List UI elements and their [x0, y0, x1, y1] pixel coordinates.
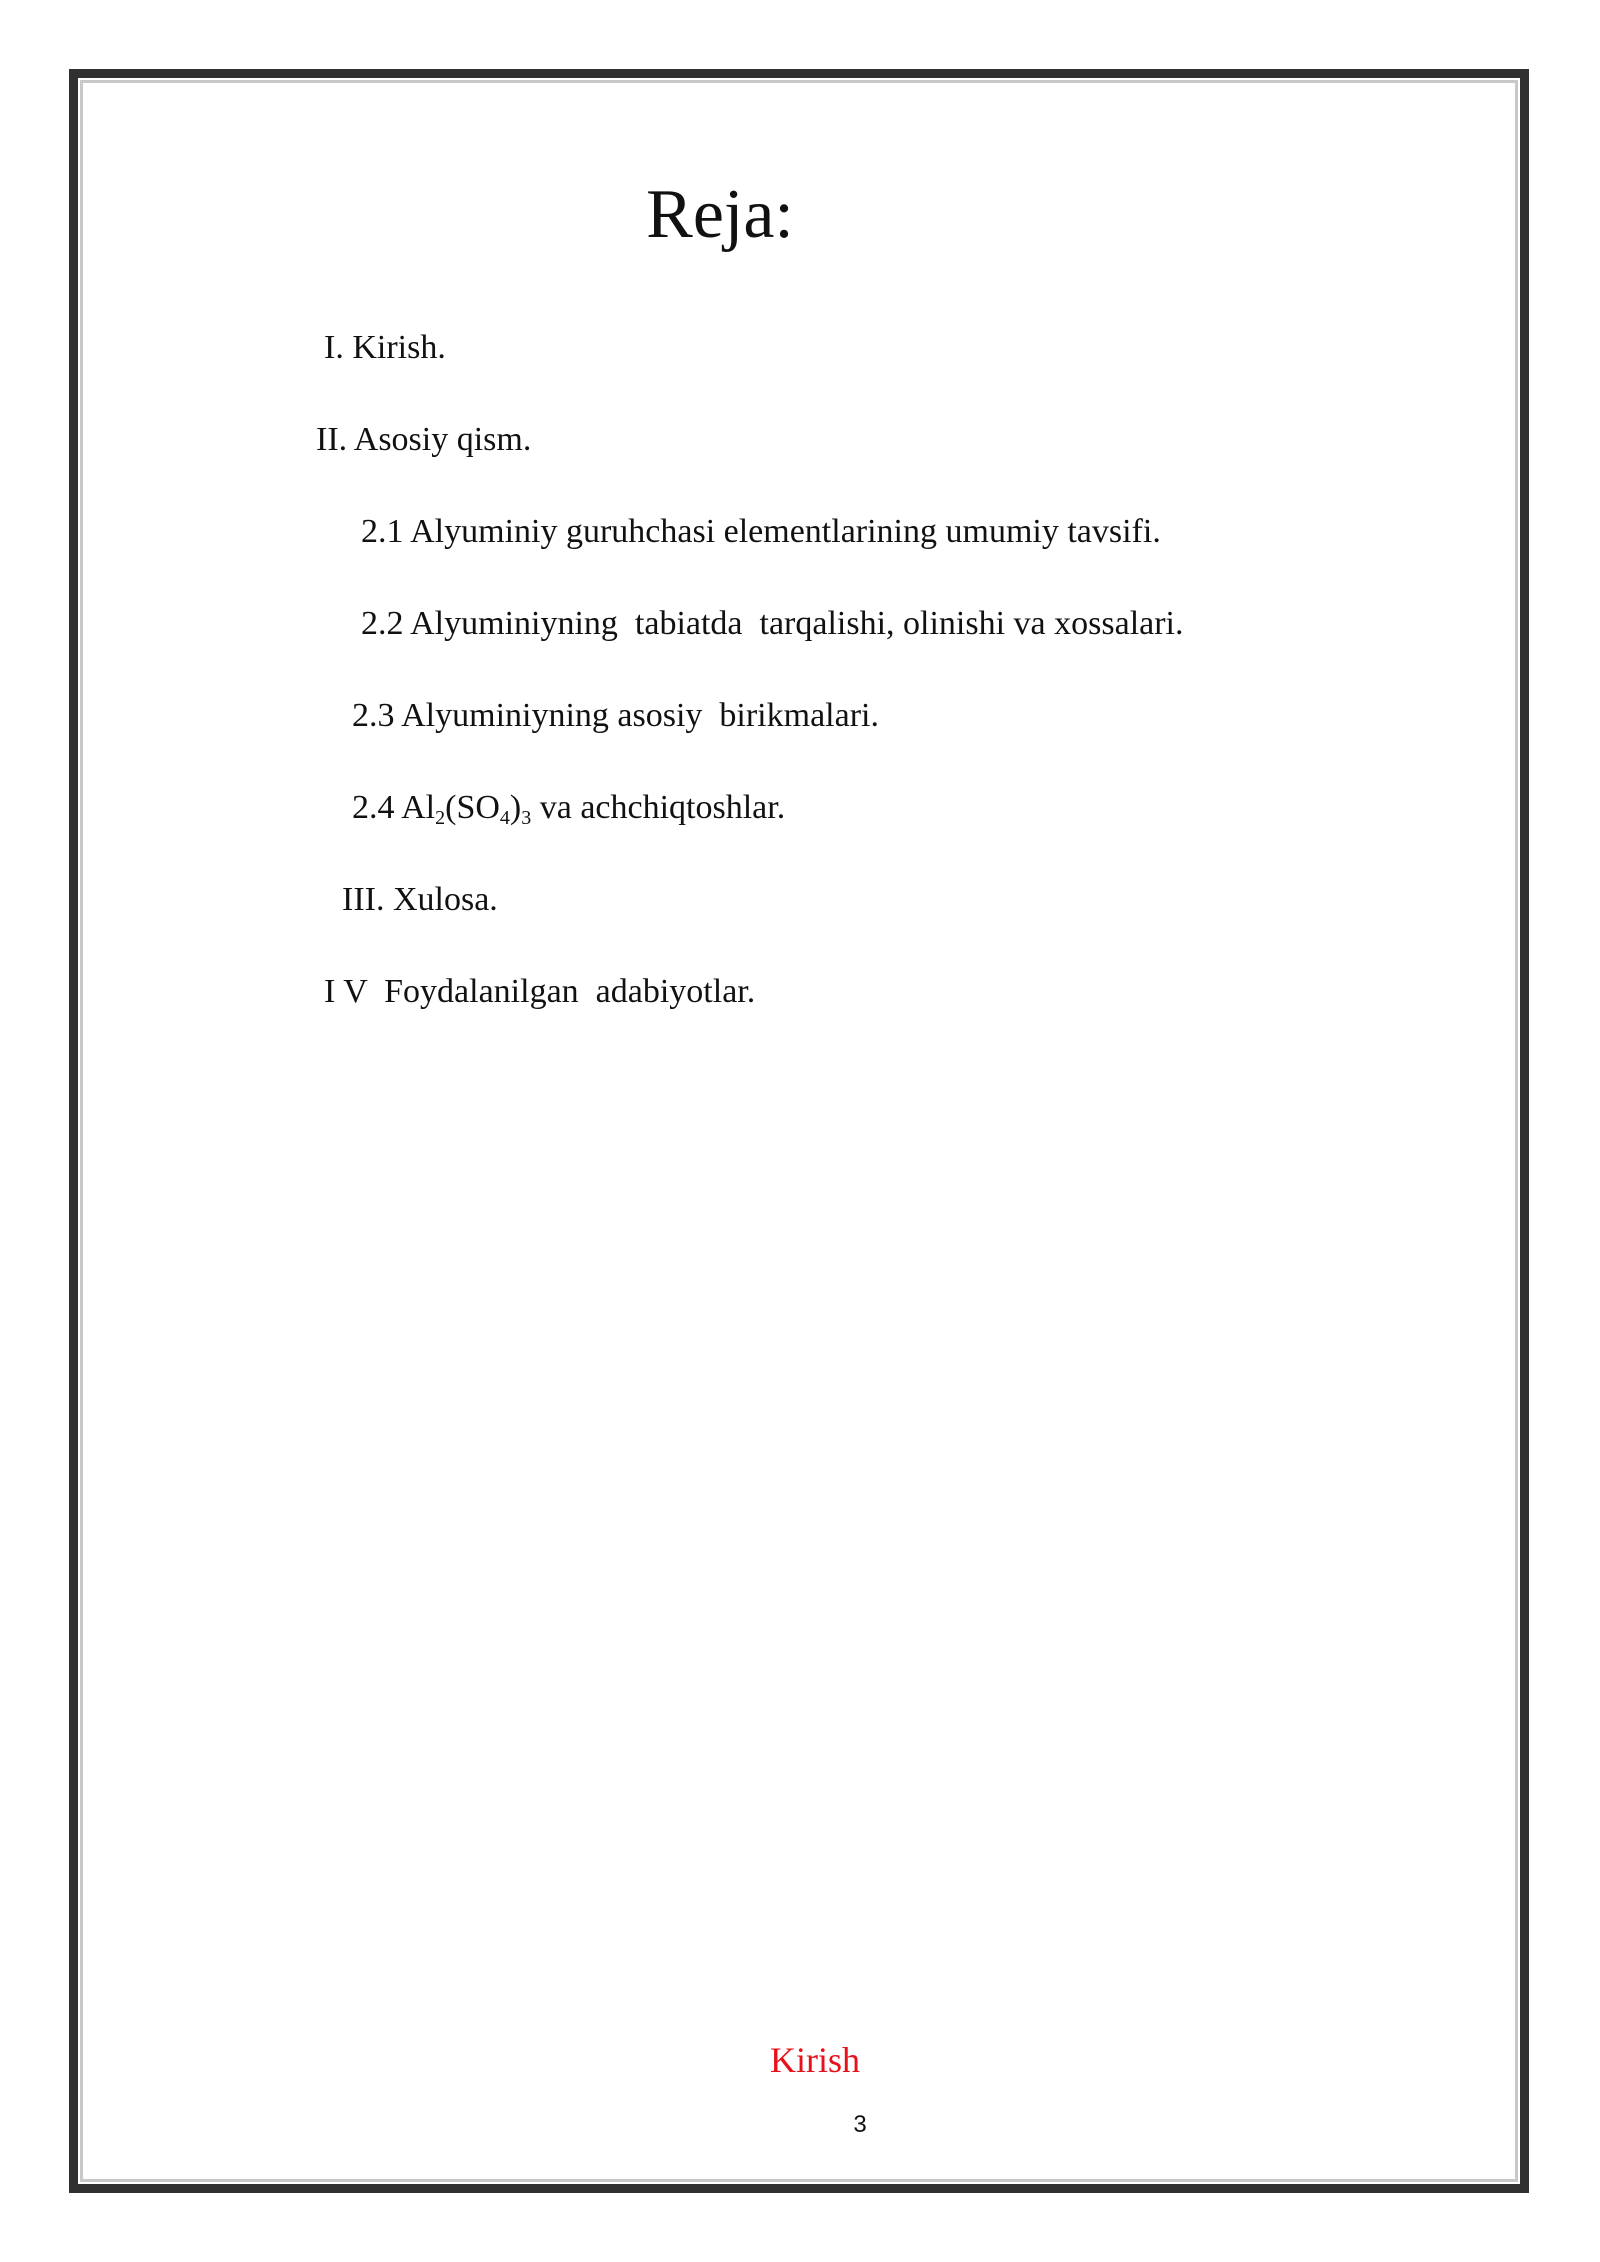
page-title: Reja: [646, 176, 794, 253]
formula-middle: (SO [445, 789, 500, 826]
section-heading-kirish: Kirish [770, 2040, 860, 2080]
plan-item-xulosa: III. Xulosa. [342, 881, 498, 918]
plan-item-2-2: 2.2 Alyuminiyning tabiatda tarqalishi, olinishi va xossalari. [361, 605, 1184, 642]
formula-subscript: 2 [435, 807, 446, 829]
plan-item-2-3: 2.3 Alyuminiyning asosiy birikmalari. [352, 697, 879, 734]
formula-prefix: 2.4 Al [352, 789, 436, 826]
plan-item-asosiy-qism: II. Asosiy qism. [316, 421, 532, 458]
plan-item-2-4 [352, 786, 785, 830]
plan-item-kirish: I. Kirish. [324, 329, 446, 366]
formula-subscript: 3 [521, 807, 532, 829]
formula-suffix: va achchiqtoshlar. [531, 789, 786, 826]
plan-item-2-1: 2.1 Alyuminiy guruhchasi elementlarining umumiy tavsifi. [361, 513, 1161, 550]
formula-close: ) [509, 789, 522, 826]
page-border-inner [80, 80, 1518, 2182]
formula-subscript: 4 [499, 807, 510, 829]
page-number: 3 [853, 2111, 867, 2138]
plan-item-adabiyotlar: I V Foydalanilgan adabiyotlar. [324, 973, 756, 1010]
